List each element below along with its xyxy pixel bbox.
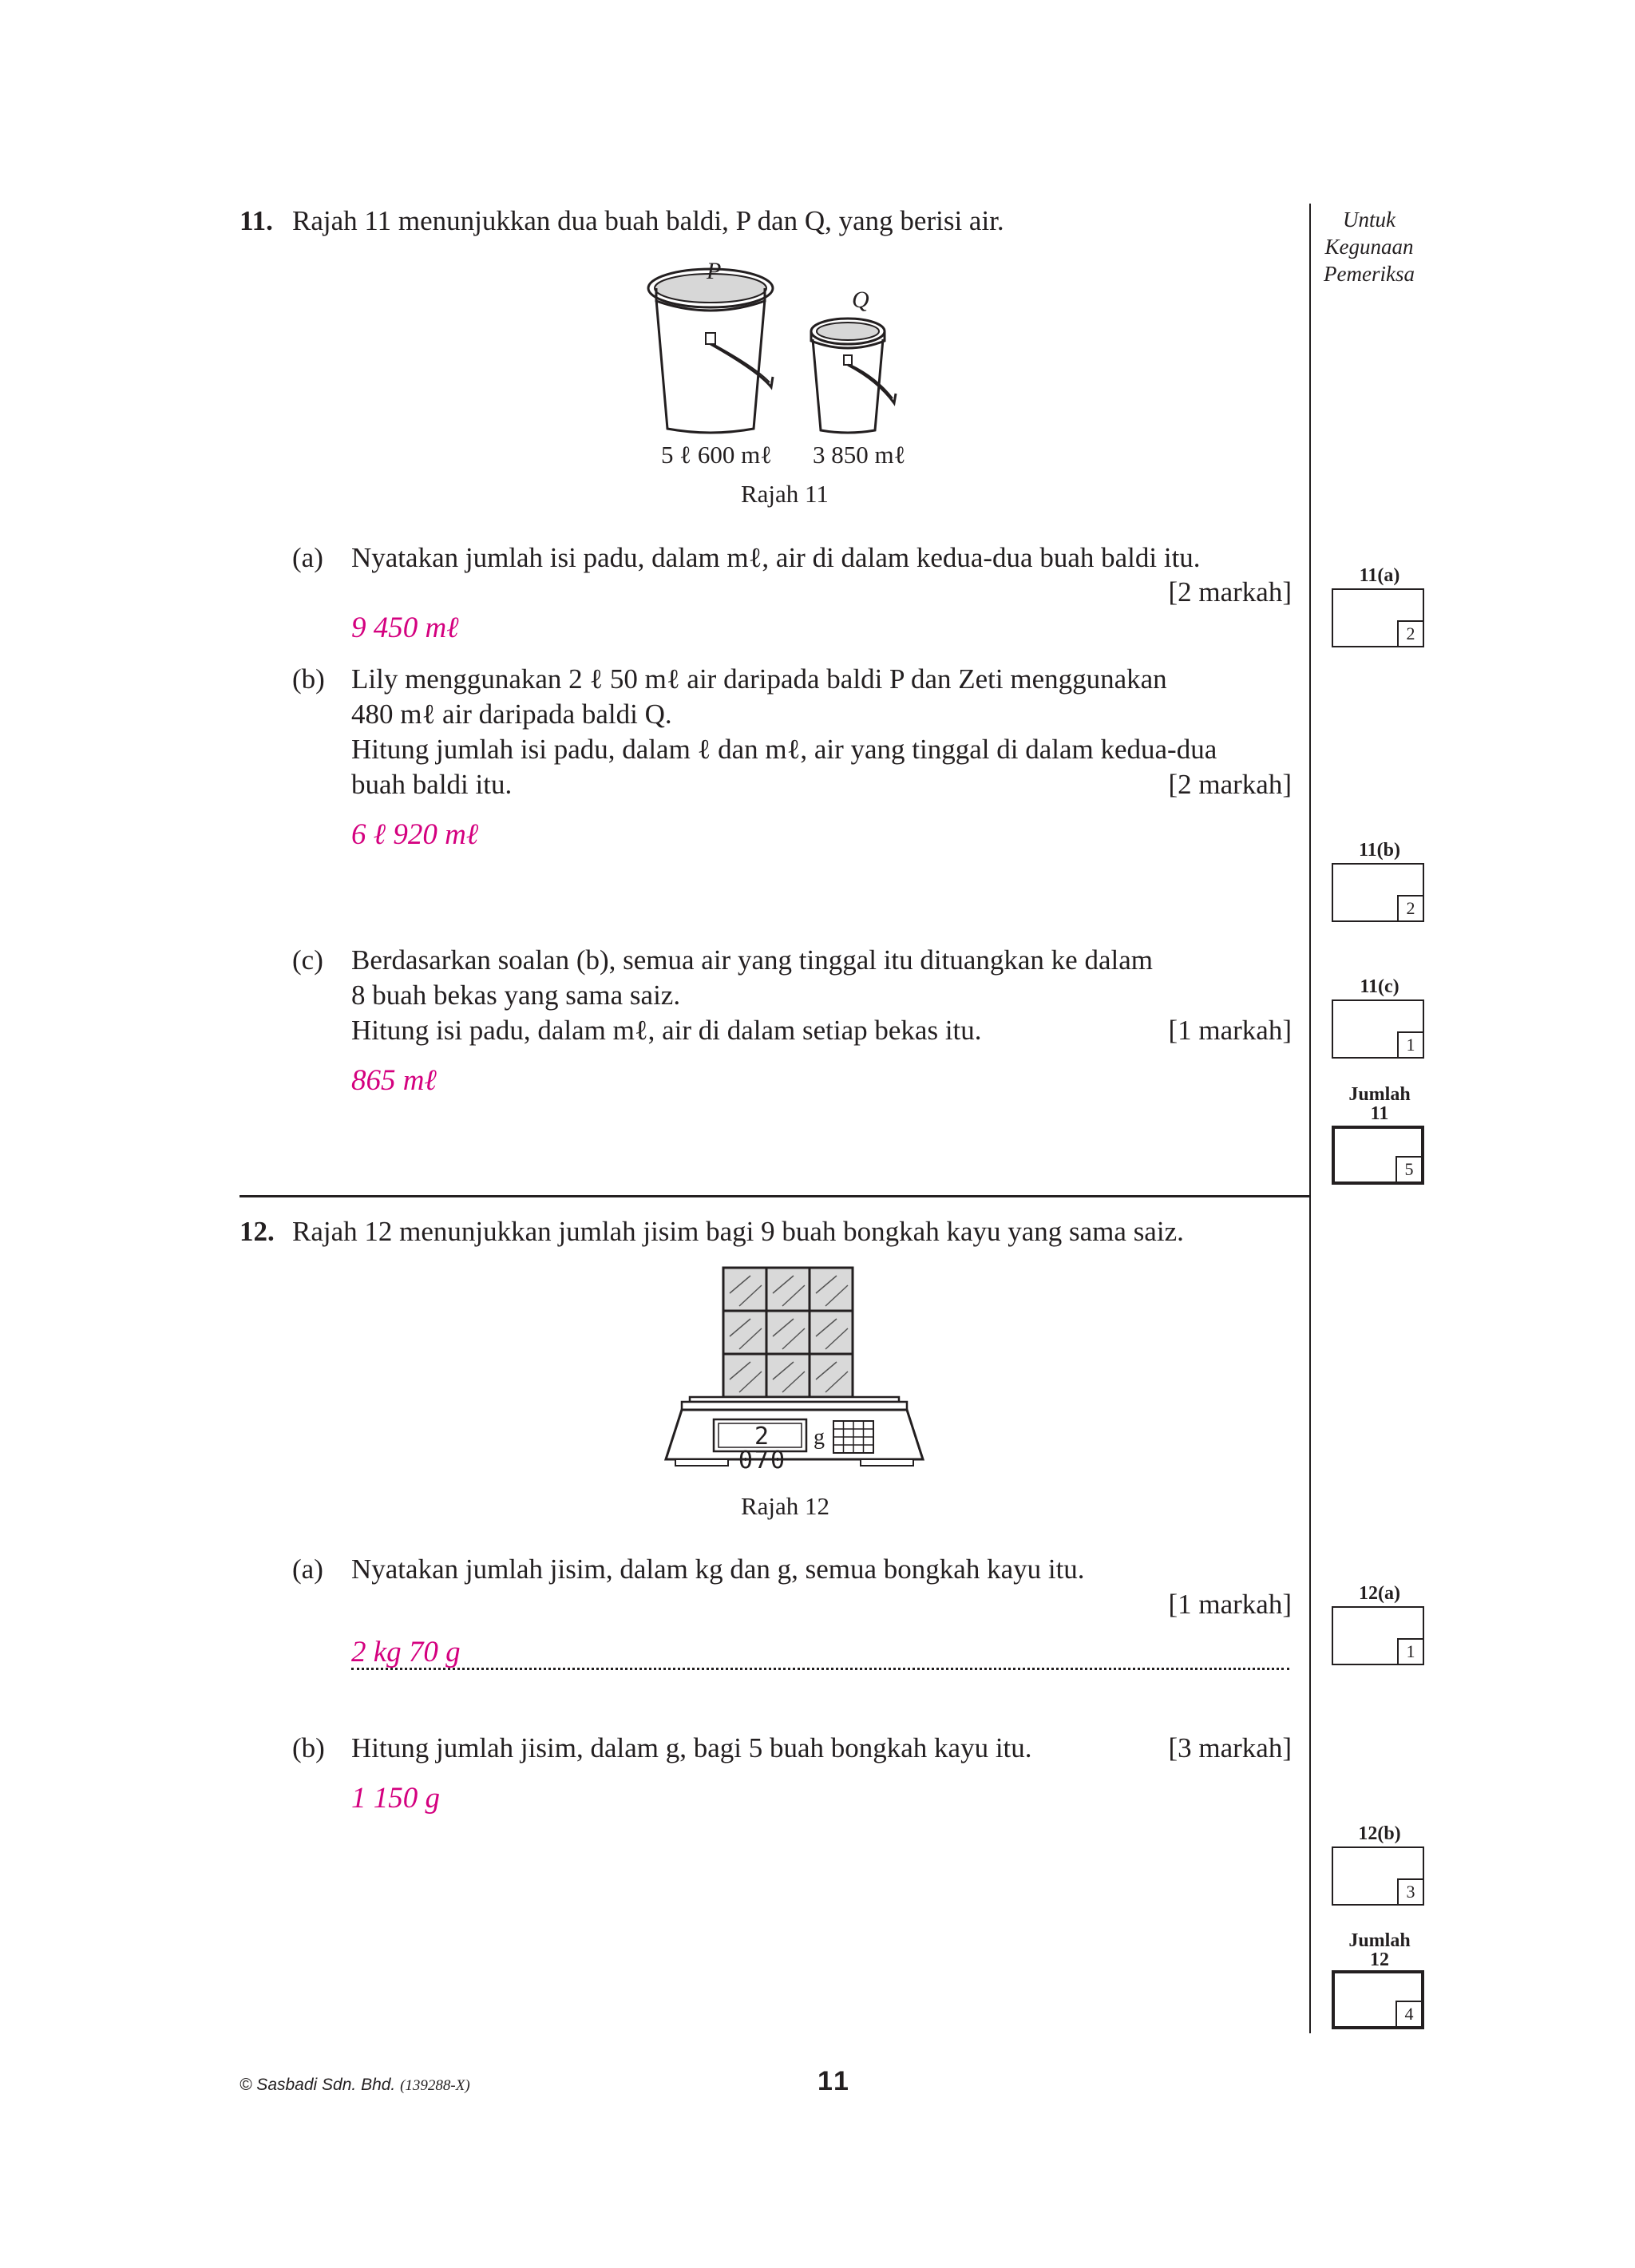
bucket-q-label: Q [852, 287, 869, 313]
marks-label: [1 markah] [1168, 1589, 1292, 1620]
part-text: Nyatakan jumlah isi padu, dalam mℓ, air di dalam kedua-dua buah baldi itu. [351, 542, 1201, 573]
figure-caption: Rajah 11 [741, 480, 829, 508]
mark-box-label: 11(b) [1358, 840, 1400, 861]
wooden-blocks [723, 1268, 853, 1397]
examiner-column-divider [1309, 204, 1311, 2033]
mark-box-label: 11(a) [1359, 565, 1400, 586]
total-label: Jumlah [1348, 1930, 1411, 1951]
part-text: 8 buah bekas yang sama saiz. [351, 980, 681, 1011]
question-number: 11. [240, 205, 273, 236]
mark-box-label: 11(c) [1360, 976, 1399, 997]
answer-line [351, 1668, 1289, 1670]
part-label: (b) [292, 663, 325, 695]
part-label: (a) [292, 1554, 323, 1585]
marks-label: [2 markah] [1168, 576, 1292, 608]
mark-box[interactable] [1332, 1606, 1424, 1665]
examiner-header-line: Pemeriksa [1324, 262, 1415, 286]
total-mark-box[interactable] [1332, 1126, 1424, 1185]
question-number: 12. [240, 1216, 275, 1247]
mark-box-value: 4 [1395, 2001, 1423, 2028]
part-text: 480 mℓ air daripada baldi Q. [351, 699, 672, 730]
bucket-q [811, 319, 896, 433]
mark-box-value: 2 [1397, 620, 1424, 647]
footer-publisher [240, 2076, 470, 2095]
part-text: Lily menggunakan 2 ℓ 50 mℓ air daripada baldi P dan Zeti menggunakan [351, 663, 1167, 695]
part-text: Hitung jumlah jisim, dalam g, bagi 5 buah bongkah kayu itu. [351, 1732, 1032, 1763]
mark-box-label: 12(b) [1358, 1823, 1401, 1844]
mark-box-value: 1 [1397, 1638, 1424, 1665]
mark-box-value: 2 [1397, 895, 1424, 922]
answer-text: 6 ℓ 920 mℓ [351, 818, 479, 851]
mark-box-value: 3 [1397, 1878, 1424, 1906]
answer-text: 2 kg 70 g [351, 1636, 461, 1668]
part-text: buah baldi itu. [351, 769, 513, 800]
question-stem: Rajah 12 menunjukkan jumlah jisim bagi 9 buah bongkah kayu yang sama saiz. [292, 1216, 1184, 1247]
bucket-p-label: P [707, 258, 722, 284]
scale-display: 2 070 [738, 1423, 787, 1474]
examiner-header-line: Untuk [1343, 208, 1395, 232]
mark-box-value: 5 [1395, 1156, 1423, 1183]
publisher-name: © Sasbadi Sdn. Bhd. [240, 2076, 396, 2094]
question-divider [240, 1195, 1311, 1197]
mark-box[interactable] [1332, 588, 1424, 647]
bucket-p [648, 269, 773, 433]
part-text: Hitung isi padu, dalam mℓ, air di dalam setiap bekas itu. [351, 1015, 982, 1046]
total-mark-box[interactable] [1332, 1970, 1424, 2029]
figure-caption: Rajah 12 [741, 1492, 830, 1520]
marks-label: [3 markah] [1168, 1732, 1292, 1763]
part-label: (a) [292, 542, 323, 573]
examiner-column-header [1317, 206, 1421, 287]
answer-text: 1 150 g [351, 1782, 440, 1815]
mark-box[interactable] [1332, 863, 1424, 922]
total-label: Jumlah [1348, 1084, 1411, 1105]
page-number: 11 [818, 2066, 851, 2096]
mark-box[interactable] [1332, 999, 1424, 1059]
examiner-header-line: Kegunaan [1324, 235, 1414, 259]
publisher-reg: (139288-X) [400, 2077, 470, 2094]
question-stem: Rajah 11 menunjukkan dua buah baldi, P dan Q, yang berisi air. [292, 205, 1004, 236]
mark-box-label: 12(a) [1359, 1583, 1400, 1604]
bucket-p-volume: 5 ℓ 600 mℓ [661, 441, 773, 469]
answer-text: 9 450 mℓ [351, 612, 459, 644]
part-label: (c) [292, 944, 323, 976]
mark-box[interactable] [1332, 1846, 1424, 1906]
part-text: Hitung jumlah isi padu, dalam ℓ dan mℓ, air yang tinggal di dalam kedua-dua [351, 734, 1217, 765]
mark-box-value: 1 [1397, 1031, 1424, 1059]
total-label: 11 [1370, 1103, 1389, 1124]
total-label: 12 [1370, 1949, 1389, 1970]
answer-text: 865 mℓ [351, 1064, 437, 1097]
scale-unit: g [814, 1425, 825, 1450]
part-text: Nyatakan jumlah jisim, dalam kg dan g, semua bongkah kayu itu. [351, 1554, 1085, 1585]
buckets-figure [639, 251, 926, 435]
marks-label: [1 markah] [1168, 1015, 1292, 1046]
bucket-q-volume: 3 850 mℓ [813, 441, 906, 469]
marks-label: [2 markah] [1168, 769, 1292, 800]
part-text: Berdasarkan soalan (b), semua air yang tinggal itu dituangkan ke dalam [351, 944, 1153, 976]
part-label: (b) [292, 1732, 325, 1763]
